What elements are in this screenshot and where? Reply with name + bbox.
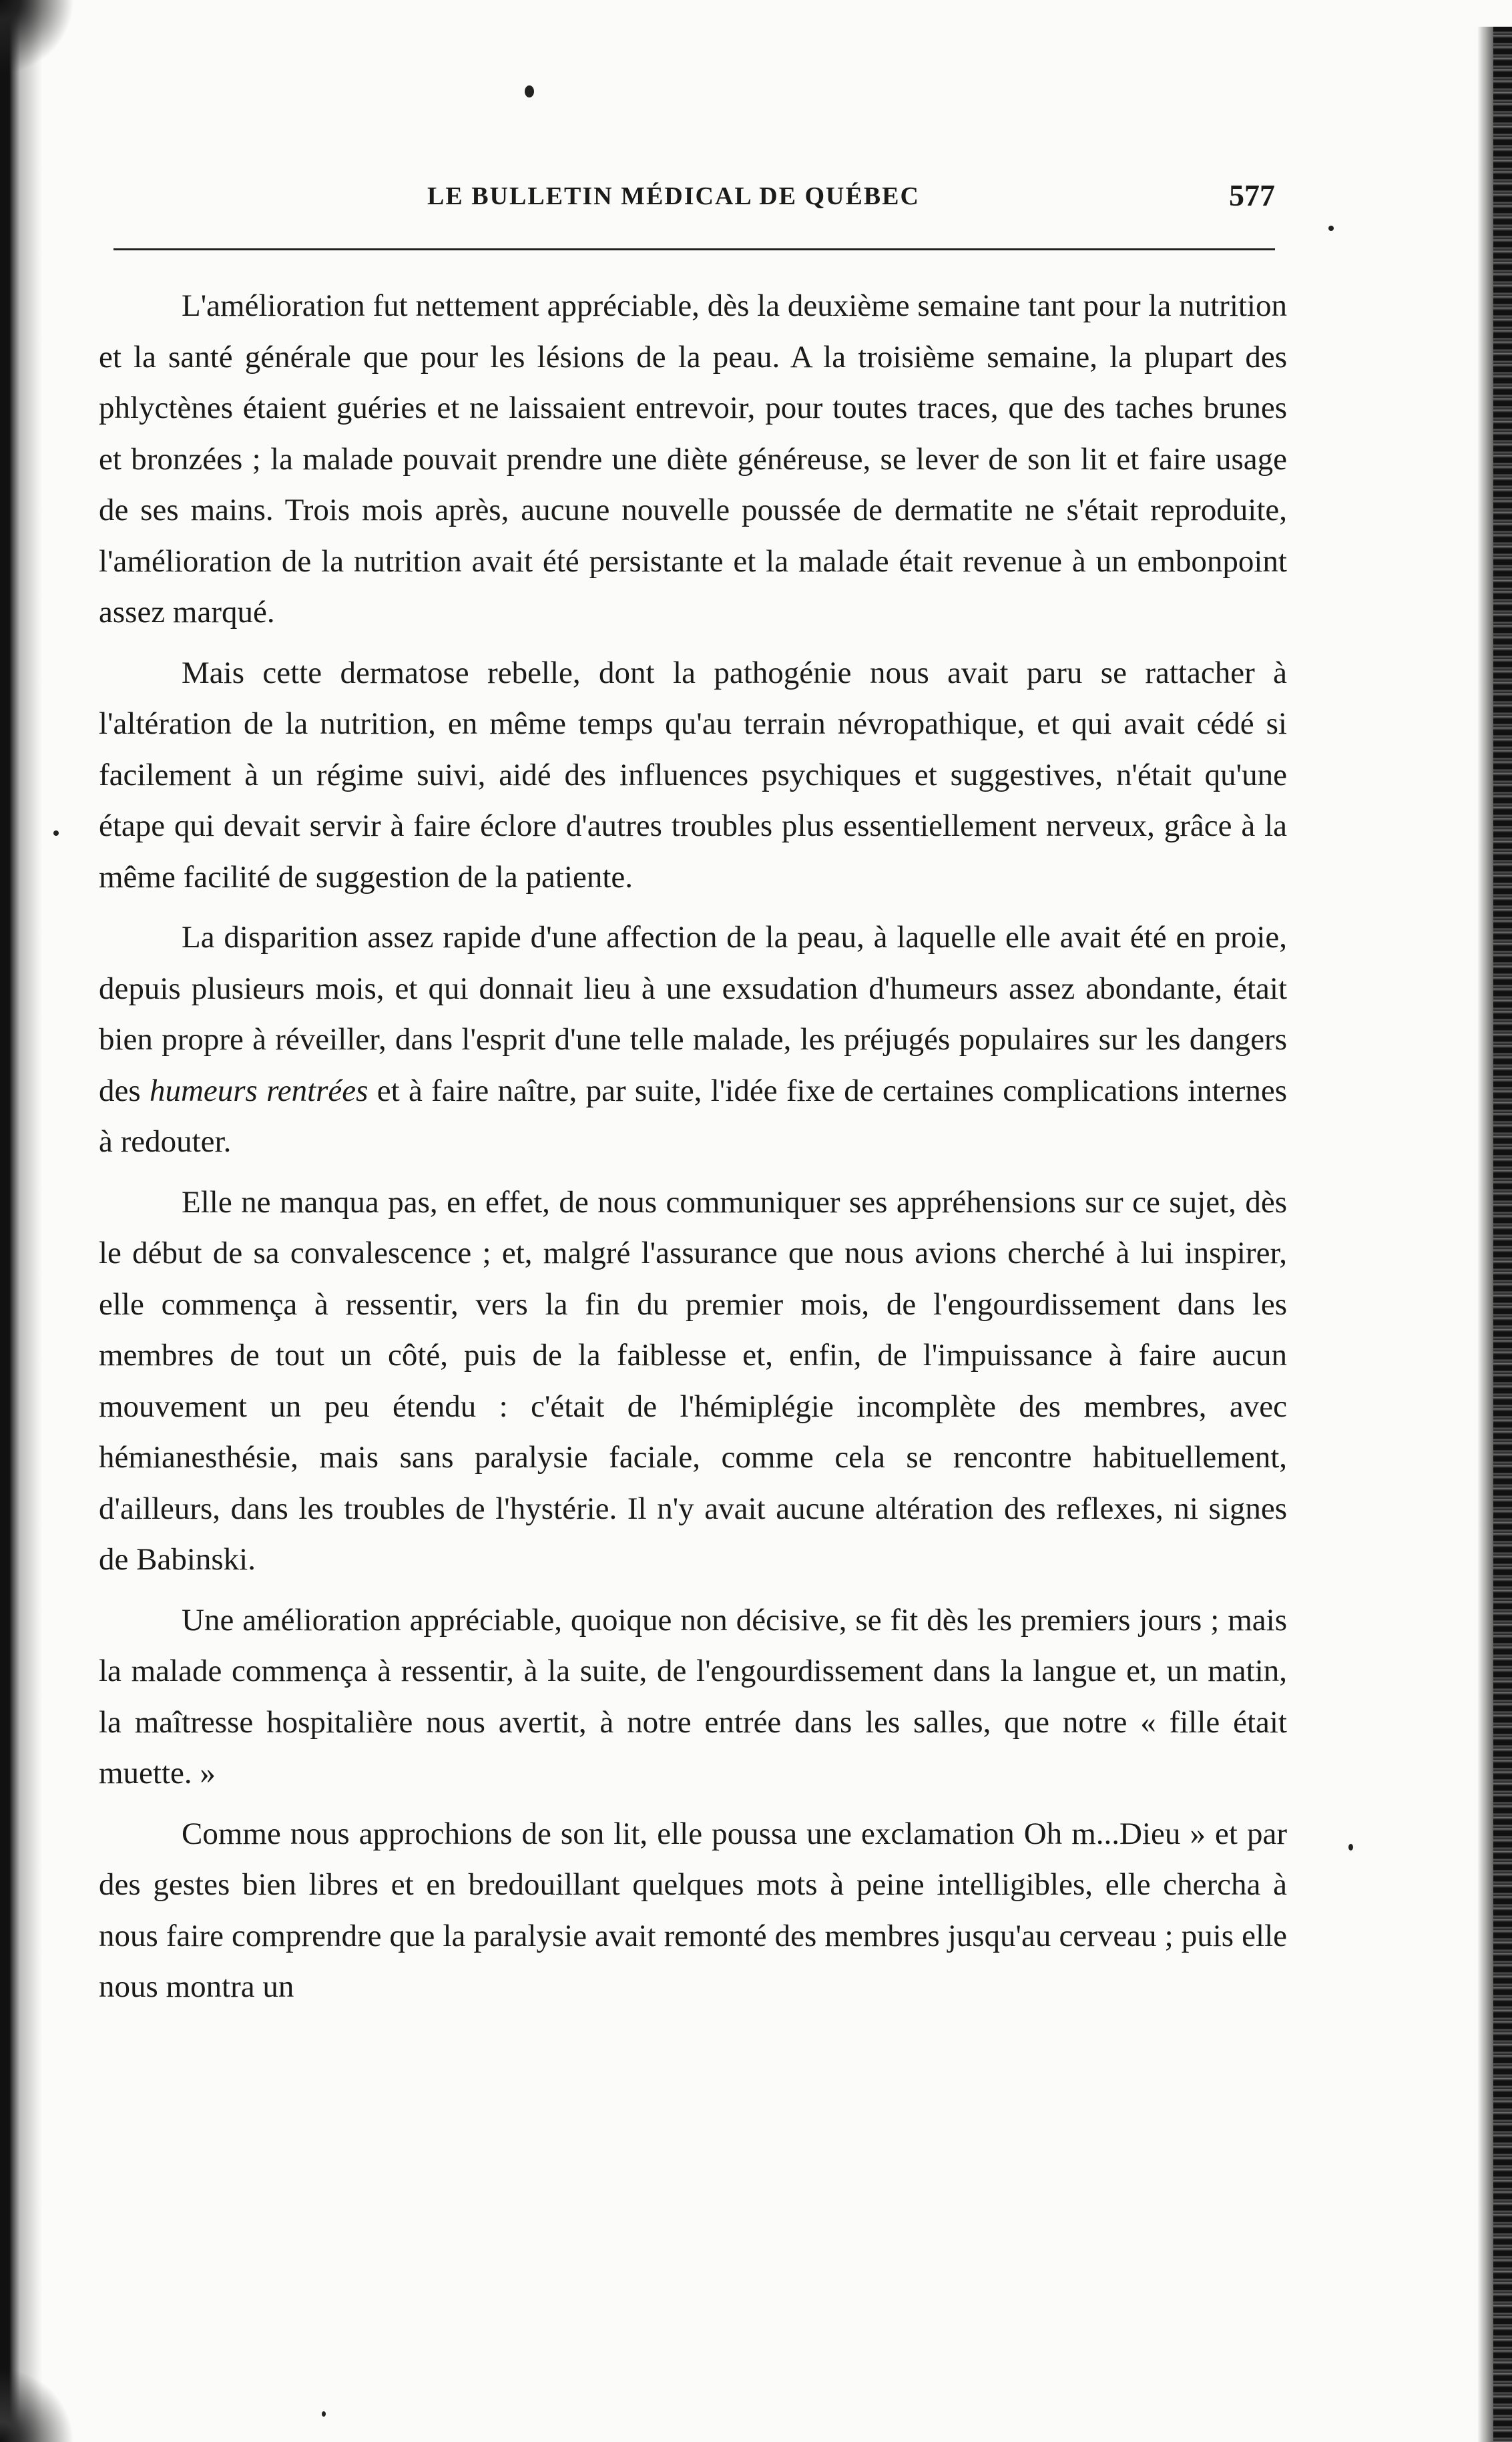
paragraph-text: La disparition assez rapide d'une affection de la peau, à laquelle elle avait été en proie, depuis plusieurs mois, et qui donnait lieu à une exsudation d'humeurs assez abondante, était bien propre à réveiller, dans l'esprit d'une telle malade, les préjugés populaires sur les dangers des [99, 920, 1287, 1108]
paragraph: L'amélioration fut nettement appréciable, dès la deuxième semaine tant pour la nutrition et la santé générale que pour les lésions de la peau. A la troisième semaine, la plupart des phlyctènes étaient guéries et ne laissaient entrevoir, pour toutes traces, que des taches brunes et bronzées ; la malade pouvait prendre une diète généreuse, se lever de son lit et faire usage de ses mains. Trois mois après, aucune nouvelle poussée de dermatite ne s'était reproduite, l'amélioration de la nutrition avait été persistante et la malade était revenue à un embonpoint assez marqué. [99, 288, 1287, 630]
running-title: LE BULLETIN MÉDICAL DE QUÉBEC [427, 182, 920, 210]
scan-speck [53, 830, 59, 836]
paragraph: Une amélioration appréciable, quoique non décisive, se fit dès les premiers jours ; mais la malade commença à ressentir, à la suite, de l'engourdissement dans la langue et, un matin, la maîtresse hospitalière nous avertit, à notre entrée dans les salles, que notre « fille était muette. » [99, 1602, 1287, 1790]
page-header [113, 175, 1275, 216]
scan-corner-bottom-left [0, 2362, 80, 2442]
paragraph-text: et à faire naître, par suite, l'idée fixe de certaines complications internes à redouter. [99, 1073, 1287, 1159]
scan-edge-right-shadow [1477, 27, 1493, 2442]
paragraph: Elle ne manqua pas, en effet, de nous communiquer ses appréhensions sur ce sujet, dès le début de sa convalescence ; et, malgré l'assurance que nous avions cherché à lui inspirer, elle commença à ressentir, vers la fin du premier mois, de l'engourdissement dans les membres de tout un côté, puis de la faiblesse et, enfin, de l'impuissance à faire aucun mouvement un peu étendu : c'était de l'hémiplégie incomplète des membres, avec hémianesthésie, mais sans paralysie faciale, comme cela se rencontre habituellement, d'ailleurs, dans les troubles de l'hystérie. Il n'y avait aucune altération des reflexes, ni signes de Babinski. [99, 1184, 1287, 1577]
scan-edge-left [0, 0, 41, 2442]
scan-edge-right [1493, 27, 1512, 2442]
article-body [99, 280, 1287, 2022]
paragraph: Comme nous approchions de son lit, elle poussa une exclamation Oh m...Dieu » et par des gestes bien libres et en bredouillant quelques mots à peine intelligibles, elle chercha à nous faire comprendre que la paralysie avait remonté des membres jusqu'au cerveau ; puis elle nous montra un [99, 1816, 1287, 2004]
scan-corner-top-left [0, 0, 80, 80]
italic-term: humeurs rentrées [149, 1073, 368, 1108]
scan-speck [322, 2411, 326, 2417]
scan-speck [525, 85, 534, 97]
paragraph: Mais cette dermatose rebelle, dont la pathogénie nous avait paru se rattacher à l'altération de la nutrition, en même temps qu'au terrain névropathique, et qui avait cédé si facilement à un régime suivi, aidé des influences psychiques et suggestives, n'était qu'une étape qui devait servir à faire éclore d'autres troubles plus essentiellement nerveux, grâce à la même facilité de suggestion de la patiente. [99, 655, 1287, 895]
scan-speck [1328, 226, 1334, 231]
paragraph [99, 912, 1287, 1168]
page-number: 577 [1229, 178, 1275, 212]
scan-speck [1348, 1844, 1353, 1851]
header-rule [113, 248, 1275, 250]
